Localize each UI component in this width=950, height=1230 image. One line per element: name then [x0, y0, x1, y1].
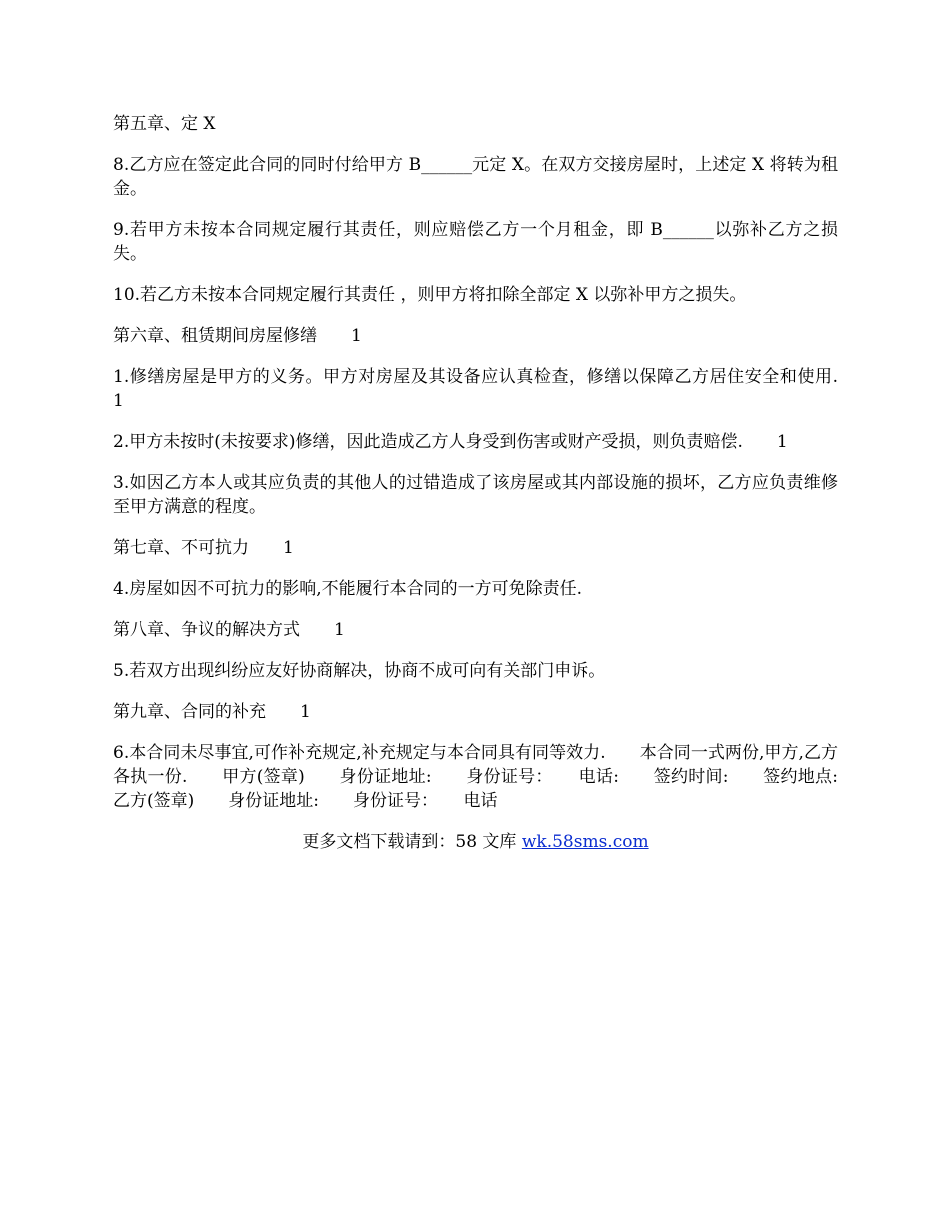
clause-9: 9.若甲方未按本合同规定履行其责任，则应赔偿乙方一个月租金，即 B______以弥补乙方之损失。 [113, 220, 838, 264]
clause-10: 10.若乙方未按本合同规定履行其责任 ，则甲方将扣除全部定 X 以弥补甲方之损失。 [113, 285, 747, 305]
clause-8: 8.乙方应在签定此合同的同时付给甲方 B______元定 X。在双方交接房屋时，上述定 X 将转为租金。 [113, 155, 838, 199]
document-page [113, 112, 872, 854]
chapter-8-heading: 第八章、争议的解决方式 1 [113, 620, 345, 640]
clause-dispute-5: 5.若双方出现纠纷应友好协商解决，协商不成可向有关部门申诉。 [113, 661, 606, 681]
footer-link[interactable]: wk.58sms.com [521, 832, 649, 852]
footer-prefix: 更多文档下载请到：58 文库 [302, 832, 522, 852]
chapter-9-heading: 第九章、合同的补充 1 [113, 702, 311, 722]
clause-repair-2: 2.甲方未按时(未按要求)修缮，因此造成乙方人身受到伤害或财产受损，则负责赔偿. 1 [113, 432, 788, 452]
clause-supplement-6: 6.本合同未尽事宜,可作补充规定,补充规定与本合同具有同等效力. 本合同一式两份,甲方,乙方各执一份. 甲方(签章) 身份证地址: 身份证号： 电话: 签约时间: 签约地点: 乙方(签章) 身份证地址: 身份证号： 电话 [113, 743, 872, 811]
footer-note [113, 830, 838, 854]
chapter-5-heading: 第五章、定 X [113, 114, 216, 134]
clause-repair-3: 3.如因乙方本人或其应负责的其他人的过错造成了该房屋或其内部设施的损坏，乙方应负责维修至甲方满意的程度。 [113, 473, 838, 517]
chapter-6-heading: 第六章、租赁期间房屋修缮 1 [113, 326, 362, 346]
chapter-7-heading: 第七章、不可抗力 1 [113, 538, 294, 558]
clause-force-majeure-4: 4.房屋如因不可抗力的影响,不能履行本合同的一方可免除责任. [113, 579, 583, 599]
clause-repair-1: 1.修缮房屋是甲方的义务。甲方对房屋及其设备应认真检查，修缮以保障乙方居住安全和使用. 1 [113, 367, 872, 411]
